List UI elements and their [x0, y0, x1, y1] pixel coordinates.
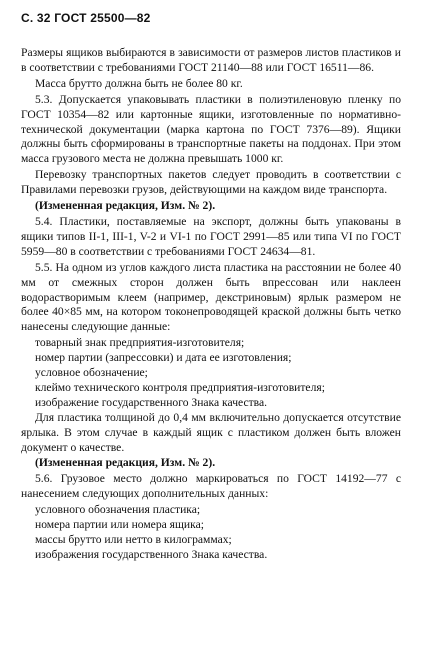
amendment-note: (Измененная редакция, Изм. № 2).: [35, 199, 216, 213]
list-item: изображения государственного Знака качества.: [35, 547, 268, 561]
paragraph-transport: Перевозку транспортных пакетов следует проводить в соответствии с Правилами перевозки грузов, действующими на каждом виде транспорта.: [21, 168, 401, 197]
amendment-note: (Измененная редакция, Изм. № 2).: [35, 456, 216, 470]
paragraph-5-5: 5.5. На одном из углов каждого листа пластика на расстоянии не более 40 мм от смежных сторон должен быть впрессован или наклеен водорастворимым клеем (например, декстриновым) ярлык размером не более 40×85 мм, на котором токонепроводящей краской должны быть четко нанесены следующие данные:: [21, 260, 401, 334]
list-item: условного обозначения пластика;: [35, 503, 201, 517]
list-item: товарный знак предприятия-изготовителя;: [35, 336, 245, 350]
paragraph-5-3: 5.3. Допускается упаковывать пластики в полиэтиленовую пленку по ГОСТ 10354—82 или картонные ящики, изготовленные по нормативно-технической документации (марка картона по ГОСТ 7376—89). Ящики должны быть сформированы в транспортные пакеты на поддонах. При этом масса грузового места не должна превышать 1000 кг.: [21, 92, 401, 166]
paragraph-5-6: 5.6. Грузовое место должно маркироваться по ГОСТ 14192—77 с нанесением следующих дополнительных данных:: [21, 472, 401, 501]
paragraph-thin-plastic: Для пластика толщиной до 0,4 мм включительно допускается отсутствие ярлыка. В этом случае в каждый ящик с пластиком должен быть вложен документ о качестве.: [21, 410, 401, 454]
marking-data-list: [21, 503, 401, 563]
paragraph-box-sizes: Размеры ящиков выбираются в зависимости от размеров листов пластиков и в соответствии с требованиями ГОСТ 21140—88 или ГОСТ 16511—86.: [21, 46, 401, 74]
list-item: изображение государственного Знака качества.: [35, 395, 268, 409]
label-data-list: [21, 336, 401, 411]
list-item: клеймо технического контроля предприятия-изготовителя;: [35, 380, 325, 394]
page-header: С. 32 ГОСТ 25500—82: [21, 11, 151, 25]
paragraph-gross-mass: Масса брутто должна быть не более 80 кг.: [35, 76, 243, 90]
document-body: [21, 46, 401, 563]
list-item: номер партии (запрессовки) и дата ее изготовления;: [35, 351, 292, 365]
list-item: номера партии или номера ящика;: [35, 518, 204, 532]
list-item: массы брутто или нетто в килограммах;: [35, 533, 232, 546]
paragraph-5-4: 5.4. Пластики, поставляемые на экспорт, должны быть упакованы в ящики типов II-1, III-1, V-2 и VI-1 по ГОСТ 2991—85 или типа VI по ГОСТ 5959—80 в соответствии с требованиями ГОСТ 24634—81.: [21, 214, 401, 258]
list-item: условное обозначение;: [35, 366, 148, 380]
